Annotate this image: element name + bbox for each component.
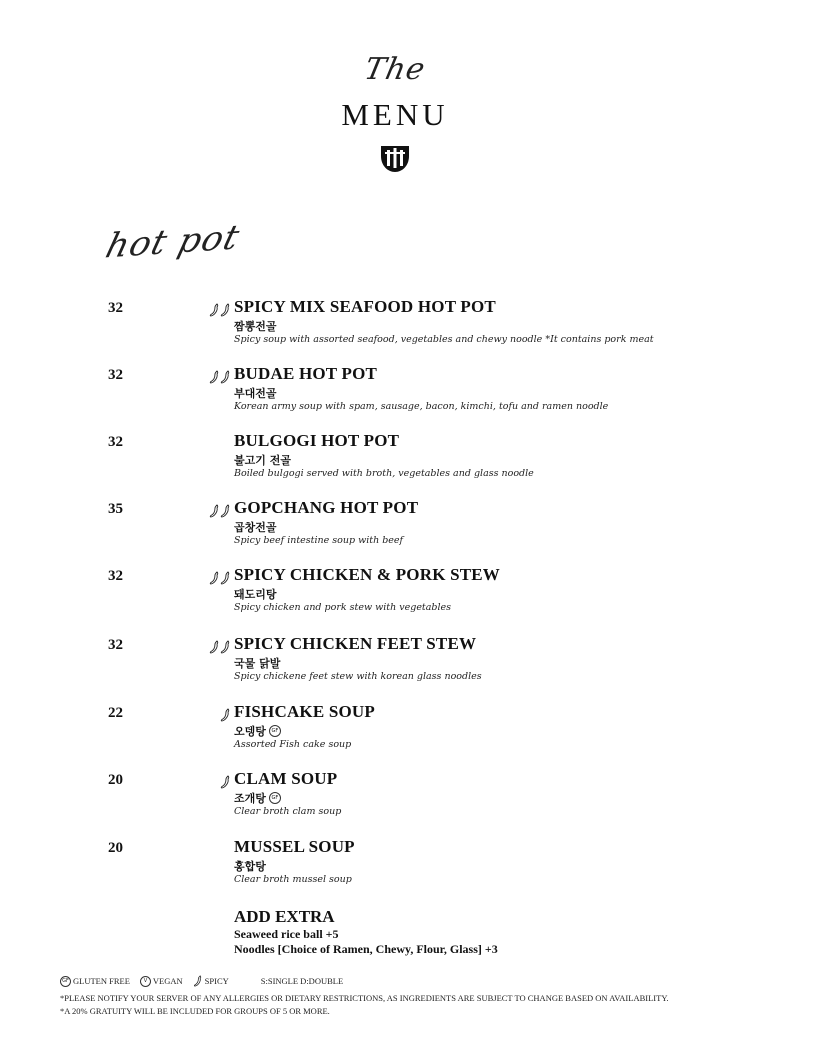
spice-level [207, 571, 231, 585]
chili-pepper-icon [220, 504, 231, 518]
chili-pepper-icon [209, 303, 220, 317]
item-name: CLAM SOUP [234, 769, 338, 788]
item-korean-text: 홍합탕 [234, 860, 266, 873]
chili-pepper-icon [209, 504, 220, 518]
chili-pepper-icon [193, 975, 203, 987]
item-korean-name [234, 519, 277, 535]
vegan-icon: V [140, 976, 151, 987]
item-description: Boiled bulgogi served with broth, vegetables and glass noodle [234, 468, 534, 479]
menu-item [0, 565, 816, 625]
menu-item [0, 702, 816, 762]
add-extra-section [234, 907, 498, 957]
item-name: MUSSEL SOUP [234, 837, 355, 856]
item-korean-text: 조개탕 [234, 792, 266, 805]
item-description: Clear broth mussel soup [234, 874, 352, 885]
add-extra-title: ADD EXTRA [234, 907, 335, 926]
footer-notes [60, 992, 668, 1018]
item-korean-text: 짬뽕전골 [234, 320, 277, 333]
gratuity-note: *A 20% GRATUITY WILL BE INCLUDED FOR GROUPS OF 5 OR MORE. [60, 1006, 330, 1016]
chili-pepper-icon [220, 775, 231, 789]
add-extra-line: Noodles [Choice of Ramen, Chewy, Flour, Glass] +3 [234, 942, 498, 956]
section-title-hot-pot: hot pot [101, 217, 245, 267]
item-name: SPICY MIX SEAFOOD HOT POT [234, 297, 496, 316]
item-name: GOPCHANG HOT POT [234, 498, 419, 517]
item-description: Spicy chickene feet stew with korean glass noodles [234, 671, 482, 682]
item-korean-name [234, 586, 277, 602]
item-korean-text: 불고기 전골 [234, 454, 291, 467]
chili-pepper-icon [220, 571, 231, 585]
add-extra-line: Seaweed rice ball +5 [234, 927, 339, 941]
chili-pepper-icon [220, 370, 231, 384]
item-price: 22 [108, 705, 123, 721]
legend-sizes: S:SINGLE D:DOUBLE [260, 976, 344, 986]
chili-pepper-icon [220, 303, 231, 317]
item-name: FISHCAKE SOUP [234, 702, 375, 721]
allergy-note: *PLEASE NOTIFY YOUR SERVER OF ANY ALLERGIES OR DIETARY RESTRICTIONS, AS INGREDIENTS ARE SUBJECT TO CHANGE BASED ON AVAILABILITY. [60, 993, 669, 1003]
item-price: 35 [108, 501, 123, 517]
menu-item [0, 431, 816, 491]
menu-item [0, 634, 816, 694]
gluten-free-icon: GF [269, 725, 281, 737]
spice-level [207, 504, 231, 518]
chili-pepper-icon [209, 640, 220, 654]
item-korean-text: 오뎅탕 [234, 725, 266, 738]
item-price: 32 [108, 568, 123, 584]
item-korean-name [234, 655, 280, 671]
item-price: 32 [108, 300, 123, 316]
menu-item [0, 769, 816, 829]
item-price: 20 [108, 772, 123, 788]
item-description: Spicy beef intestine soup with beef [234, 535, 404, 546]
item-korean-text: 부대전골 [234, 387, 277, 400]
item-korean-text: 돼도리탕 [234, 588, 277, 601]
gluten-free-icon: GF [269, 792, 281, 804]
legend-spicy-label: SPICY [204, 976, 229, 986]
legend-gluten-free-label: GLUTEN FREE [73, 976, 130, 986]
menu-item [0, 364, 816, 424]
item-korean-text: 곱창전골 [234, 521, 277, 534]
chili-pepper-icon [209, 370, 220, 384]
chili-pepper-icon [209, 571, 220, 585]
menu-header [0, 0, 816, 190]
legend-gluten-free [60, 976, 130, 987]
spice-level [207, 370, 231, 384]
item-price: 32 [108, 367, 123, 383]
menu-item [0, 498, 816, 558]
item-korean-name [234, 858, 266, 874]
legend-spicy [193, 975, 229, 987]
gluten-free-icon: GF [60, 976, 71, 987]
item-korean-text: 국물 닭발 [234, 657, 281, 670]
restaurant-logo-icon [378, 142, 412, 174]
item-korean-name [234, 790, 281, 806]
item-korean-name [234, 318, 277, 334]
spice-level [207, 775, 231, 789]
item-description: Assorted Fish cake soup [234, 739, 352, 750]
item-korean-name [234, 723, 281, 739]
item-name: SPICY CHICKEN FEET STEW [234, 634, 477, 653]
legend-vegan [140, 976, 183, 987]
item-description: Spicy soup with assorted seafood, vegetables and chewy noodle *It contains pork meat [234, 334, 654, 345]
item-price: 20 [108, 840, 123, 856]
menu-item [0, 297, 816, 357]
legend-vegan-label: VEGAN [152, 976, 183, 986]
menu-title: MENU [341, 97, 449, 132]
chili-pepper-icon [220, 708, 231, 722]
spice-level [207, 640, 231, 654]
item-price: 32 [108, 637, 123, 653]
item-korean-name [234, 452, 291, 468]
item-description: Clear broth clam soup [234, 806, 342, 817]
spice-level [207, 708, 231, 722]
chili-pepper-icon [220, 640, 231, 654]
spice-level [207, 303, 231, 317]
item-korean-name [234, 385, 277, 401]
item-name: BULGOGI HOT POT [234, 431, 400, 450]
item-price: 32 [108, 434, 123, 450]
item-name: BUDAE HOT POT [234, 364, 378, 383]
script-the-heading: The [361, 52, 429, 87]
menu-item [0, 837, 816, 897]
item-description: Spicy chicken and pork stew with vegetables [234, 602, 452, 613]
item-description: Korean army soup with spam, sausage, bacon, kimchi, tofu and ramen noodle [234, 401, 609, 412]
item-name: SPICY CHICKEN & PORK STEW [234, 565, 501, 584]
legend [60, 975, 343, 987]
